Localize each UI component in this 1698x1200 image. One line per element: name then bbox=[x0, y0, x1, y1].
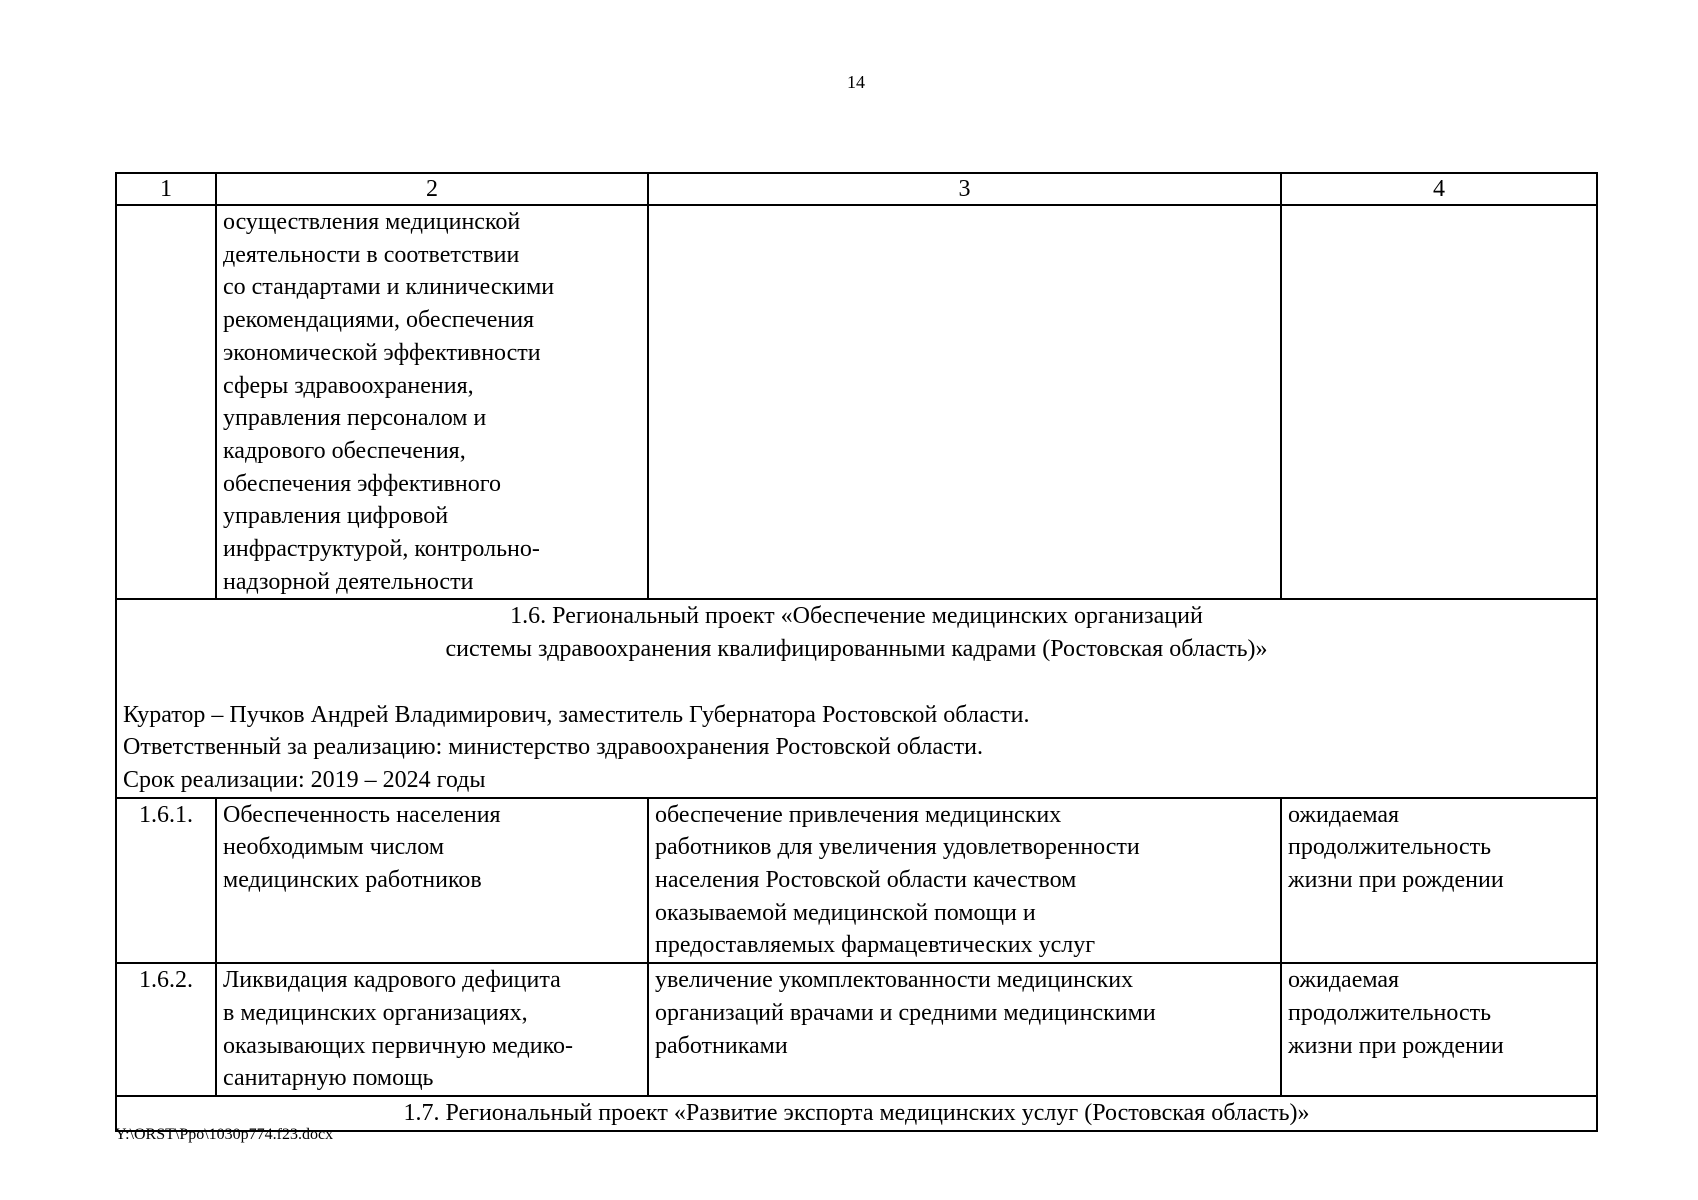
column-number-row bbox=[116, 173, 1597, 205]
program-table bbox=[115, 172, 1598, 1132]
footer-file-path: Y:\ORST\Ppo\1030p774.f23.docx bbox=[115, 1126, 334, 1143]
row-task: Ликвидация кадрового дефицита в медицинских организациях, оказывающих первичную медико- санитарную помощь bbox=[216, 963, 648, 1096]
section-1-7-header-row bbox=[116, 1096, 1597, 1131]
row-indicator: ожидаемая продолжительность жизни при рождении bbox=[1281, 963, 1597, 1096]
row-task: Обеспеченность населения необходимым числом медицинских работников bbox=[216, 798, 648, 964]
table-row bbox=[116, 798, 1597, 964]
section-1-6-cell bbox=[116, 599, 1597, 797]
row-description: обеспечение привлечения медицинских работников для увеличения удовлетворенности населения Ростовской области качеством оказываемой медицинской помощи и предоставляемых фармацевтических услуг bbox=[648, 798, 1281, 964]
continuation-description-cell bbox=[648, 205, 1281, 599]
column-number-3: 3 bbox=[648, 173, 1281, 205]
continuation-number-cell bbox=[116, 205, 216, 599]
row-description: увеличение укомплектованности медицинских организаций врачами и средними медицинскими работниками bbox=[648, 963, 1281, 1096]
continuation-row bbox=[116, 205, 1597, 599]
section-1-7-title: 1.7. Региональный проект «Развитие экспорта медицинских услуг (Ростовская область)» bbox=[116, 1096, 1597, 1131]
page-number: 14 bbox=[847, 72, 865, 92]
section-spacer bbox=[123, 666, 1590, 699]
section-1-6-curator: Куратор – Пучков Андрей Владимирович, заместитель Губернатора Ростовской области. bbox=[123, 701, 1030, 728]
column-number-2: 2 bbox=[216, 173, 648, 205]
row-indicator: ожидаемая продолжительность жизни при рождении bbox=[1281, 798, 1597, 964]
continuation-indicator-cell bbox=[1281, 205, 1597, 599]
section-1-6-responsible: Ответственный за реализацию: министерство здравоохранения Ростовской области. bbox=[123, 734, 983, 761]
section-1-6-title: 1.6. Региональный проект «Обеспечение медицинских организаций системы здравоохранения квалифицированными кадрами (Ростовская область)» bbox=[445, 603, 1268, 663]
continuation-task-cell: осуществления медицинской деятельности в соответствии со стандартами и клиническими рекомендациями, обеспечения экономической эффективности сферы здравоохранения, управления персоналом и кадрового обеспечения, обеспечения эффективного управления цифровой инфраструктурой, контрольно- надзорной деятельности bbox=[216, 205, 648, 599]
section-1-6-period: Срок реализации: 2019 – 2024 годы bbox=[123, 766, 486, 793]
row-number: 1.6.2. bbox=[116, 963, 216, 1096]
section-1-6-header-row bbox=[116, 599, 1597, 797]
table-row bbox=[116, 963, 1597, 1096]
row-number: 1.6.1. bbox=[116, 798, 216, 964]
column-number-1: 1 bbox=[116, 173, 216, 205]
column-number-4: 4 bbox=[1281, 173, 1597, 205]
